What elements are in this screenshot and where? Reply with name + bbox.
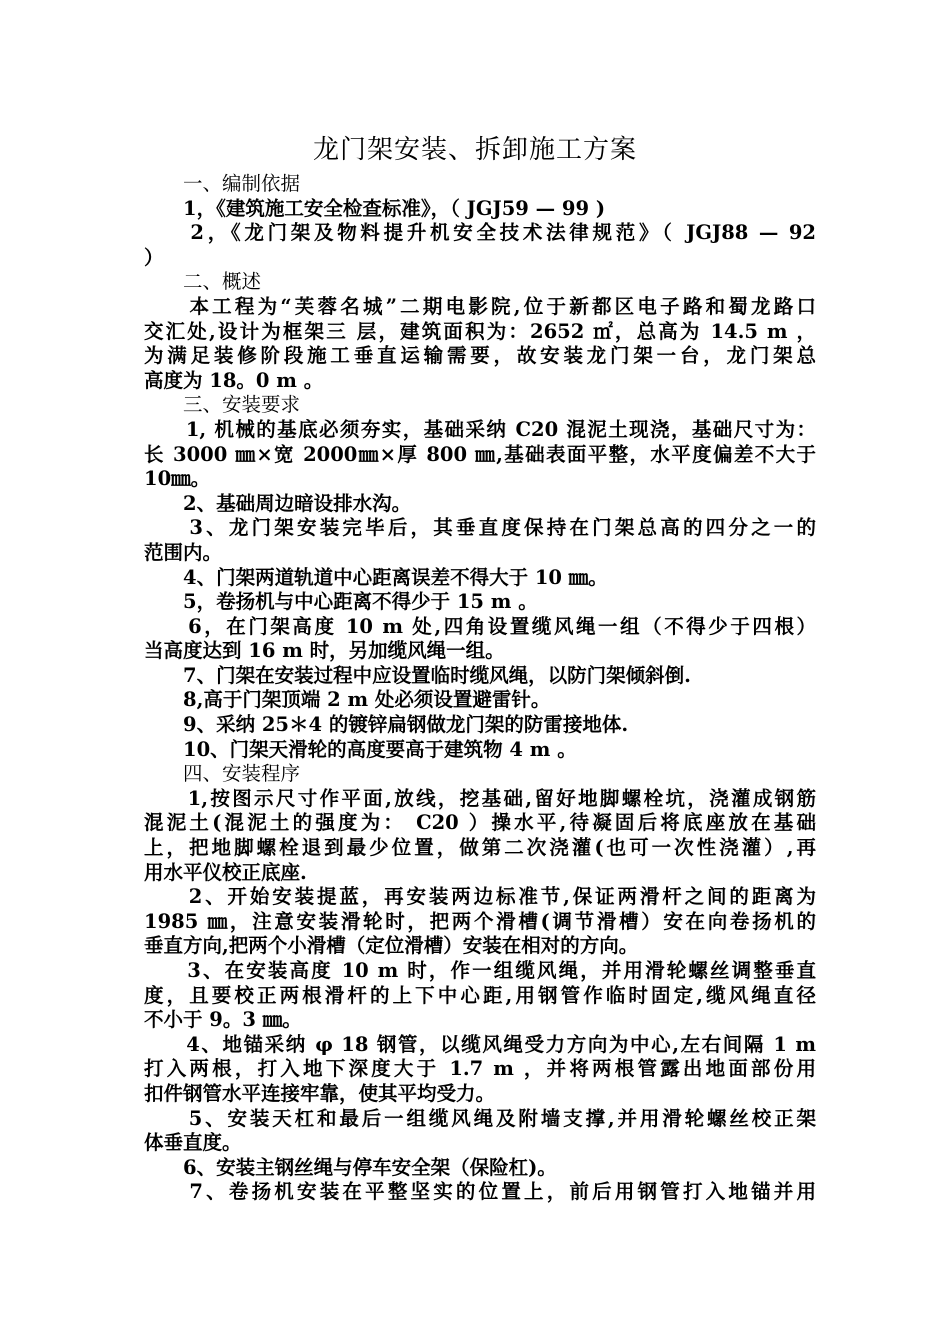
paragraph-line: 3、龙门架安装完毕后，其垂直度保持在门架总高的四分之一的 bbox=[144, 516, 816, 540]
paragraph-line: 10㎜。 bbox=[144, 467, 211, 491]
paragraph-line: 1985 ㎜，注意安装滑轮时，把两个滑槽(调节滑槽）安在向卷扬机的 bbox=[144, 909, 816, 933]
section-heading: 四、安装程序 bbox=[144, 762, 301, 786]
paragraph-line: 垂直方向,把两个小滑槽（定位滑槽）安装在相对的方向。 bbox=[144, 934, 639, 958]
paragraph-line: 10、门架天滑轮的高度要高于建筑物 4 m 。 bbox=[144, 737, 577, 761]
paragraph-line: 打入两根，打入地下深度大于 1.7 m ，并将两根管露出地面部份用 bbox=[144, 1057, 816, 1081]
section-heading: 二、概述 bbox=[144, 270, 262, 294]
paragraph-line: 长 3000 ㎜×宽 2000㎜×厚 800 ㎜,基础表面平整，水平度偏差不大于 bbox=[144, 442, 816, 466]
paragraph-line: 度，且要校正两根滑杆的上下中心距,用钢管作临时固定,缆风绳直径 bbox=[144, 983, 816, 1007]
paragraph-line: 4、地锚采纳 φ 18 钢管，以缆风绳受力方向为中心,左右间隔 1 m bbox=[144, 1032, 816, 1056]
paragraph-line: 1，《建筑施工安全检查标准》，（ JGJ59 — 99 ) bbox=[144, 196, 606, 220]
paragraph-line: 9、采纳 25＊4 的镀锌扁钢做龙门架的防雷接地体. bbox=[144, 713, 629, 737]
paragraph-line: 高度为 18。0 m 。 bbox=[144, 368, 324, 392]
paragraph-line: 2、基础周边暗设排水沟。 bbox=[144, 491, 412, 515]
paragraph-line: 3、在安装高度 10 m 时，作一组缆风绳，并用滑轮螺丝调整垂直 bbox=[144, 959, 816, 982]
section-heading: 一、编制依据 bbox=[144, 172, 301, 195]
paragraph-line: 不小于 9。3 ㎜。 bbox=[144, 1008, 302, 1032]
paragraph-line: 6，在门架高度 10 m 处,四角设置缆风绳一组（不得少于四根） bbox=[144, 614, 816, 638]
paragraph-line: 混泥土(混泥土的强度为： C20 ）操水平,待凝固后将底座放在基础 bbox=[144, 811, 816, 835]
paragraph-line: 1, 机械的基底必须夯实，基础采纳 C20 混泥土现浇，基础尺寸为： bbox=[144, 417, 816, 441]
paragraph-line: 2，《龙门架及物料提升机安全技术法律规范》（ JGJ88 — 92 bbox=[144, 221, 816, 245]
paragraph-line: 5、安装天杠和最后一组缆风绳及附墙支撑,并用滑轮螺丝校正架 bbox=[144, 1106, 816, 1130]
paragraph-line: 8,高于门架顶端 2 m 处必须设置避雷针。 bbox=[144, 688, 551, 712]
paragraph-line: 上，把地脚螺栓退到最少位置，做第二次浇灌(也可一次性浇灌）,再 bbox=[144, 836, 816, 860]
paragraph-line: ） bbox=[144, 245, 164, 269]
paragraph-line: 交汇处,设计为框架三 层，建筑面积为：2652 ㎡，总高为 14.5 m ， bbox=[144, 319, 816, 343]
paragraph-line: 2、开始安装提蓝，再安装两边标准节,保证两滑杆之间的距离为 bbox=[144, 885, 816, 909]
document-body bbox=[144, 172, 816, 1205]
paragraph-line: 1,按图示尺寸作平面,放线，挖基础,留好地脚螺栓坑，浇灌成钢筋 bbox=[144, 786, 816, 810]
paragraph-line: 本工程为“芙蓉名城”二期电影院,位于新都区电子路和蜀龙路口 bbox=[144, 294, 816, 318]
paragraph-line: 7、卷扬机安装在平整坚实的位置上，前后用钢管打入地锚并用 bbox=[144, 1180, 816, 1204]
paragraph-line: 体垂直度。 bbox=[144, 1131, 242, 1155]
document-title: 龙门架安装、拆卸施工方案 bbox=[312, 135, 637, 165]
paragraph-line: 5，卷扬机与中心距离不得少于 15 m 。 bbox=[144, 590, 538, 614]
paragraph-line: 7、门架在安装过程中应设置临时缆风绳，以防门架倾斜倒. bbox=[144, 663, 691, 687]
paragraph-line: 用水平仪校正底座. bbox=[144, 860, 307, 884]
paragraph-line: 当高度达到 16 m 时，另加缆风绳一组。 bbox=[144, 639, 505, 663]
section-heading: 三、安装要求 bbox=[144, 393, 301, 417]
paragraph-line: 范围内。 bbox=[144, 540, 223, 564]
paragraph-line: 6、安装主钢丝绳与停车安全架（保险杠)。 bbox=[144, 1155, 557, 1179]
paragraph-line: 为满足装修阶段施工垂直运输需要，故安装龙门架一台，龙门架总 bbox=[144, 344, 816, 368]
paragraph-line: 4、门架两道轨道中心距离误差不得大于 10 ㎜。 bbox=[144, 565, 608, 589]
paragraph-line: 扣件钢管水平连接牢靠，使其平均受力。 bbox=[144, 1081, 496, 1105]
